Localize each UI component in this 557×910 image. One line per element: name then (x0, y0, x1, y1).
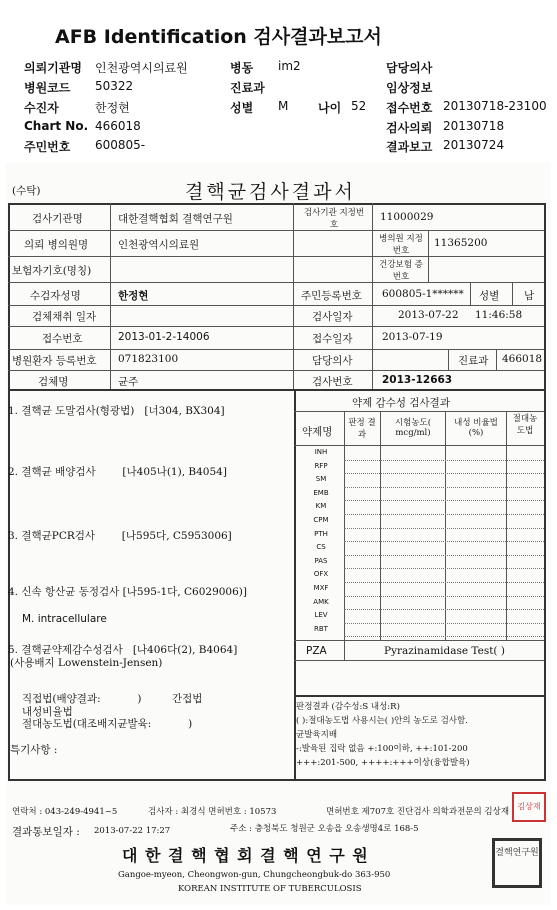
receipt-no: 2013-01-2-14006 (118, 331, 210, 343)
org-name-en: KOREAN INSTITUTE OF TUBERCULOSIS (178, 884, 362, 894)
test-time: 11:46:58 (475, 309, 523, 321)
value-report-date: 20130724 (443, 138, 505, 152)
drug-cpm: CPM (313, 516, 329, 524)
report-date-value: 2013-07-22 17:27 (94, 826, 171, 836)
special-notes: 특기사항 : (10, 744, 58, 756)
value-patient: 한정현 (95, 101, 130, 115)
legend-4: -:발육된 집락 없음 +:100이하, ++:101-200 (296, 744, 468, 754)
drug-pas: PAS (314, 556, 328, 565)
drug-row-line (344, 596, 544, 597)
field-doctor: 담당의사 (386, 61, 433, 75)
hospital-id: 11365200 (434, 237, 488, 249)
drug-ofx: OFX (313, 570, 329, 579)
col-absolute: 절대농도법 (512, 414, 538, 436)
identification-result: M. intracellulare (22, 613, 107, 625)
drug-row-line (344, 555, 544, 556)
field-hospital-code: 병원코드 (24, 81, 71, 95)
field-rrn: 주민번호 (24, 140, 71, 154)
sex-label: 성별 (479, 290, 500, 302)
receipt-no-label: 접수번호 (42, 333, 83, 345)
hospital-name: 인천광역시의료원 (118, 239, 200, 251)
drug-row-line (344, 609, 544, 610)
pza-test: Pyrazinamidase Test( ) (384, 645, 505, 657)
test-3: 3. 결핵균PCR검사 [나595다, C5953006] (8, 530, 232, 542)
institute-seal: 결핵연구원 (492, 838, 542, 888)
drug-row-line (344, 514, 544, 515)
field-age: 나이 (318, 101, 342, 115)
field-report-date: 결과보고 (386, 140, 433, 154)
legend-2: ( ):절대농도법 사용시는( )안의 농도로 검사함. (296, 716, 468, 726)
sample-date-label: 검체채취 일자 (32, 311, 97, 323)
org-address-en: Gangoe-myeon, Cheongwon-gun, Chungcheongbuk-do 363-950 (118, 870, 391, 880)
pza-label: PZA (306, 645, 327, 657)
drug-row-line (344, 500, 544, 501)
value-request-date: 20130718 (443, 119, 505, 133)
drug-inh: INH (314, 448, 328, 456)
value-rrn: 600805- (95, 138, 146, 152)
test-2: 2. 결핵균 배양검사 [나405나(1), B4054] (8, 466, 227, 478)
test-5: 5. 결핵균약제감수성검사 [나406다(2), B4064] (8, 644, 238, 656)
form-tag: (수탁) (12, 185, 41, 197)
dept-label: 진료과 (458, 355, 489, 367)
value-receipt-no: 20130718-23100 (443, 99, 547, 113)
drug-row-line (344, 487, 544, 488)
receipt-date: 2013-07-19 (382, 331, 443, 343)
report-title: AFB Identification 검사결과보고서 (55, 26, 382, 48)
health-id-label: 건강보험 증번호 (379, 260, 423, 282)
susceptibility-title: 약제 감수성 검사결과 (352, 397, 450, 409)
legend-5: +++:201-500, ++++:+++이상(융합발육) (296, 758, 470, 768)
field-request-date: 검사의뢰 (386, 121, 433, 135)
value-sex: M (278, 99, 289, 113)
indirect-method: 간접법 (172, 693, 203, 705)
lab-name: 대한결핵협회 결핵연구원 (118, 213, 233, 225)
drug-row-line (344, 568, 544, 569)
value-chart-no: 466018 (95, 119, 141, 133)
field-clinical-info: 임상정보 (386, 81, 433, 95)
col-ratio: 내성 비율법(%) (454, 418, 498, 438)
drug-rbt: RBT (314, 624, 328, 633)
patient-name: 한정현 (118, 290, 149, 302)
drug-emb: EMB (313, 488, 329, 497)
ratio-method: 내성비율법 (22, 706, 73, 718)
drug-row-line (344, 582, 544, 583)
test-no-label: 검사번호 (312, 376, 353, 388)
insured-label: 보험자기호(명칭) (12, 265, 92, 277)
legend-1: 판정결과 (감수성:S 내성:R) (296, 702, 400, 712)
rrn-label: 주민등록번호 (301, 290, 362, 302)
medium-note: (사용배지 Lowenstein-Jensen) (10, 657, 163, 669)
field-requester: 의뢰기관명 (24, 61, 82, 75)
drug-amk: AMK (313, 597, 329, 606)
col-concentration: 시험농도( mcg/ml) (394, 418, 432, 438)
field-sex: 성별 (230, 101, 254, 115)
drug-pth: PTH (314, 529, 328, 538)
drug-rfp: RFP (314, 461, 328, 470)
reg-no-label: 병원환자 등록번호 (12, 355, 97, 367)
value-ward: im2 (278, 59, 301, 73)
drug-row-line (344, 528, 544, 529)
drug-row-line (344, 541, 544, 542)
org-name: 대 한 결 핵 협 회 결 핵 연 구 원 (122, 846, 369, 865)
drug-row-line (344, 636, 544, 637)
direct-method: 직접법(배양결과: ) (22, 693, 142, 705)
sex-value: 남 (524, 290, 535, 302)
report-date-label: 결과통보일자 : (12, 826, 80, 838)
absolute-method: 절대농도법(대조배지균발육: ) (22, 718, 193, 730)
value-age: 52 (351, 99, 367, 113)
drug-mxf: MXF (313, 584, 329, 592)
doctor-seal: 김상재 (512, 792, 546, 822)
test-no: 2013-12663 (382, 374, 453, 386)
field-dept: 진료과 (230, 81, 265, 95)
col-result: 판정 결과 (348, 418, 376, 440)
drug-lev: LEV (314, 611, 328, 620)
reg-no: 071823100 (118, 353, 179, 365)
lab-id: 11000029 (380, 211, 434, 223)
test-1: 1. 결핵균 도말검사(형광법) [너304, BX304] (8, 405, 225, 417)
test-4: 4. 신속 항산균 동정검사 [나595-1다, C6029006)] (8, 586, 247, 598)
footer-inspector: 검사자 : 최경식 면허번호 : 10573 (148, 807, 277, 817)
footer-address: 주소 : 충청북도 청원군 오송읍 오송생명4로 168-5 (230, 824, 419, 834)
patient-label: 수검자성명 (30, 290, 81, 302)
test-date-label: 검사일자 (312, 311, 353, 323)
receipt-date-label: 접수일자 (312, 333, 353, 345)
footer-license: 면허번호 제707호 진단검사 의학과전문의 김상재 (326, 807, 510, 817)
drug-row-line (344, 460, 544, 461)
drug-km: KM (315, 502, 327, 511)
rrn-value: 600805-1****** (382, 288, 464, 300)
specimen: 균주 (118, 376, 139, 388)
value-hospital-code: 50322 (95, 79, 134, 93)
field-patient: 수진자 (24, 101, 59, 115)
hospital-id-label: 병의원 지정번호 (379, 234, 423, 256)
col-drug: 약제명 (302, 426, 333, 438)
doctor-label: 담당의사 (312, 355, 353, 367)
drug-cs: CS (316, 543, 326, 552)
field-chart-no: Chart No. (24, 119, 89, 133)
hospital-label: 의뢰 병의원명 (24, 239, 89, 251)
drug-row-line (344, 473, 544, 474)
field-receipt-no: 접수번호 (386, 101, 433, 115)
dept-value: 466018 (502, 353, 543, 365)
drug-sm: SM (315, 475, 327, 484)
lab-name-label: 검사기관명 (32, 213, 83, 225)
test-date: 2013-07-22 (398, 309, 459, 321)
drug-row-line (344, 623, 544, 624)
footer-phone: 연락처 : 043-249-4941~5 (12, 807, 118, 817)
value-requester: 인천광역시의료원 (95, 61, 188, 75)
legend-3: 균발육지배 (296, 730, 338, 740)
specimen-label: 검체명 (38, 376, 69, 388)
document-title: 결핵균검사결과서 (185, 181, 356, 203)
lab-id-label: 검사기관 지정번호 (303, 208, 365, 230)
field-ward: 병동 (230, 61, 254, 75)
